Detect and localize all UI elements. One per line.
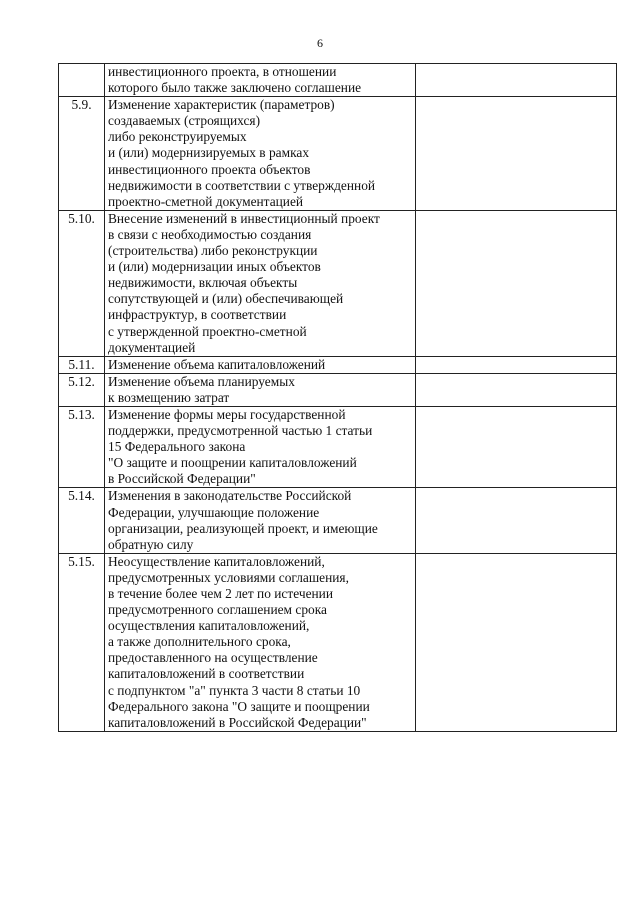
row-description: инвестиционного проекта, в отношении которого было также заключено соглашение (105, 64, 416, 97)
row-description: Неосуществление капиталовложений, предусмотренных условиями соглашения, в течение более чем 2 лет по истечении предусмотренного соглашением срока осуществления капиталовложений, а также дополнительного срока, предоставленного на осуществление капиталовложений в соответствии с подпунктом "а" пункта 3 части 8 статьи 10 Федерального закона "О защите и поощрении капиталовложений в Российской Федерации" (105, 553, 416, 731)
row-value-cell[interactable] (416, 97, 617, 211)
row-number: 5.13. (59, 406, 105, 487)
row-number: 5.12. (59, 373, 105, 406)
row-number: 5.15. (59, 553, 105, 731)
row-value-cell[interactable] (416, 406, 617, 487)
row-description: Изменение объема капиталовложений (105, 356, 416, 373)
page-number: 6 (317, 36, 323, 50)
row-value-cell[interactable] (416, 356, 617, 373)
table-row (59, 97, 617, 211)
row-description: Внесение изменений в инвестиционный проект в связи с необходимостью создания (строительства) либо реконструкции и (или) модернизации иных объектов недвижимости, включая объекты сопутствующей и (или) обеспечивающей инфраструктур, в соответствии с утвержденной проектно-сметной документацией (105, 210, 416, 356)
table-row (59, 553, 617, 731)
table-row (59, 373, 617, 406)
row-value-cell[interactable] (416, 373, 617, 406)
row-value-cell[interactable] (416, 64, 617, 97)
row-description: Изменения в законодательстве Российской Федерации, улучшающие положение организации, реализующей проект, и имеющие обратную силу (105, 488, 416, 553)
row-value-cell[interactable] (416, 488, 617, 553)
row-number: 5.11. (59, 356, 105, 373)
row-number: 5.9. (59, 97, 105, 211)
row-number (59, 64, 105, 97)
table-row (59, 64, 617, 97)
row-value-cell[interactable] (416, 210, 617, 356)
table-row (59, 406, 617, 487)
document-table (58, 63, 617, 732)
row-description: Изменение объема планируемых к возмещению затрат (105, 373, 416, 406)
row-number: 5.10. (59, 210, 105, 356)
row-description: Изменение характеристик (параметров) создаваемых (строящихся) либо реконструируемых и (или) модернизируемых в рамках инвестиционного проекта объектов недвижимости в соответствии с утвержденной проектно-сметной документацией (105, 97, 416, 211)
table-row (59, 210, 617, 356)
table-row (59, 356, 617, 373)
table-row (59, 488, 617, 553)
row-value-cell[interactable] (416, 553, 617, 731)
row-number: 5.14. (59, 488, 105, 553)
row-description: Изменение формы меры государственной поддержки, предусмотренной частью 1 статьи 15 Федерального закона "О защите и поощрении капиталовложений в Российской Федерации" (105, 406, 416, 487)
